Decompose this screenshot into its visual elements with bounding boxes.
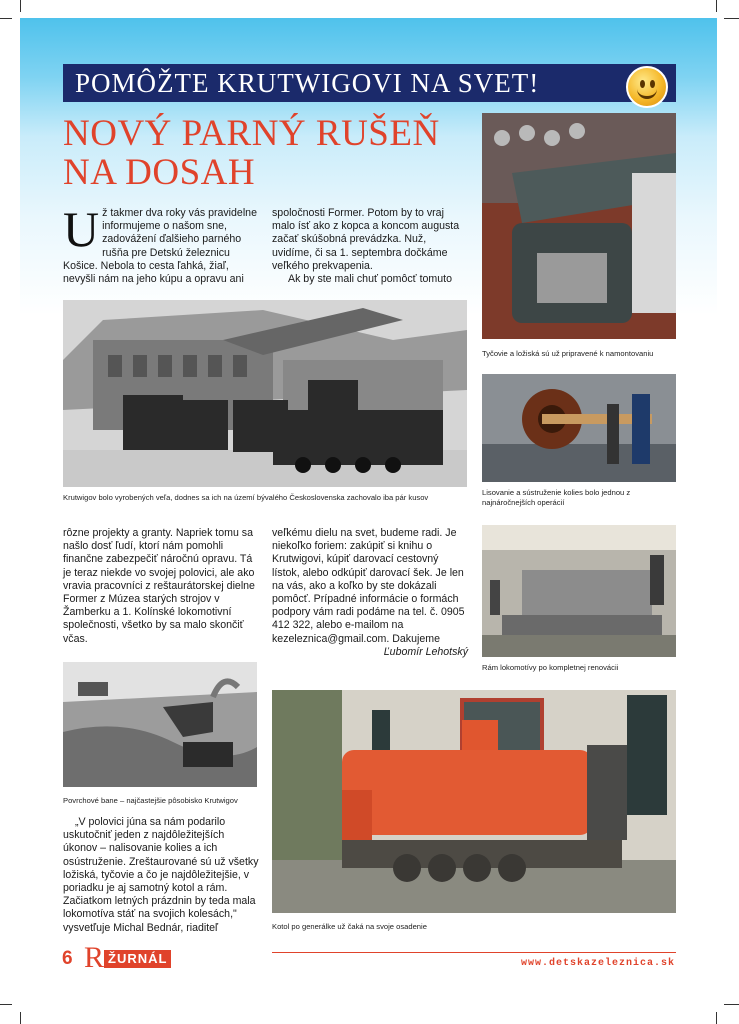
footer-rule [272,952,676,953]
caption-wheels: Lisovanie a sústruženie kolies bolo jednou z najnáročnejších operácií [482,488,631,507]
crop-mark [716,1012,717,1024]
paragraph: spoločnosti Former. Potom by to vraj malo ísť ako z kopca a koncom augusta začať skúšobná prevádzka. Nuž, uvidíme, či sa 1. septembra dočkáme veľkého prekvapenia. [272,207,460,272]
quote-paragraph: „V polovici júna sa nám podarilo uskutočniť jeden z najdôležitejších úkonov – nalisovanie kolies a ich osústruženie. Zreštaurované sú už všetky ložiská, tyčovie a čo je najdôležitejšie, v poriadku je aj samotný kotol a rám. Začiatkom letných prázdnin by teda mala lokomotíva stáť na svojich kolesách," vysvetľuje Michal Bednár, riaditeľ [63,816,259,934]
headline-line-1: NOVÝ PARNÝ RUŠEŇ [63,113,440,154]
boiler-photo [272,690,676,913]
signature: Ľubomír Lehotský [383,645,468,658]
surface-mine-photo [63,662,257,787]
headline-line-2: NA DOSAH [63,152,256,193]
article-column-1-mid [63,527,260,646]
caption-boiler: Kotol po generálke už čaká na svoje osadenie [272,922,427,931]
paragraph: veľkému dielu na svet, budeme radi. Je niekoľko foriem: zakúpiť si knihu o Krutwigovi, kúpiť darovací cestovný lístok, alebo odkúpiť darovací šek. Je len na vás, ako a koľko by ste dokázali pomôcť. Prípadné informácie o formách podpory vám radi podáme na tel. č. 0905 412 322, alebo e-mailom na kezeleznica@gmail.com. Dakujeme [272,527,465,645]
paragraph: Ak by ste mali chuť pomôcť tomuto [288,273,452,286]
crop-mark [0,1004,12,1005]
paragraph: rôzne projekty a granty. Napriek tomu sa našlo dosť ľudí, ktorí nám pomohli finančne zabezpečiť náročnú opravu. Tá je teraz niekde vo svojej polovici, ale ako vravia pracovníci z reštaurátorskej dielne Former z Múzea starých strojov v Žamberku a 1. Kolínské lokomotivní společnosti, všetko by sa malo skončiť včas. [63,527,255,645]
frame-renovation-photo [482,525,676,657]
crop-mark [716,0,717,12]
article-column-1-bottom [63,816,260,935]
caption-rods: Tyčovie a ložiská sú už pripravené k namontovaniu [482,349,654,358]
crop-mark [20,1012,21,1024]
crop-mark [724,18,739,19]
crop-mark [724,1004,739,1005]
wheel-press-photo [482,374,676,482]
logo-letter: R [84,941,105,974]
historic-locomotives-photo [63,300,467,487]
article-column-1-top [63,201,260,286]
article-headline [63,114,463,192]
crop-mark [0,18,12,19]
crop-mark [20,0,21,12]
paragraph: ž takmer dva roky vás pravidelne informujeme o našom sne, zadovážení ďalšieho parného rušňa pre Detskú železnicu Košice. Nebola to cesta ľahká, žiaľ, nevyšli nám na jeho kúpu a opravu ani [63,207,257,286]
page-number: 6 [62,948,73,969]
smiley-icon [626,66,668,108]
article-column-2-mid [272,527,468,659]
article-column-2-top [272,207,468,286]
drop-cap: U [63,201,100,257]
caption-historic: Krutwigov bolo vyrobených veľa, dodnes sa ich na území bývalého Československa zachovalo iba pár kusov [63,493,429,502]
website-link[interactable]: www.detskazeleznica.sk [520,958,675,969]
caption-mine: Povrchové bane – najčastejšie pôsobisko Krutwigov [63,796,238,805]
rods-bearings-photo [482,113,676,339]
section-banner: POMÔŽTE KRUTWIGOVI NA SVET! [63,64,676,102]
rzurnal-logo [84,941,171,974]
logo-wordmark: ŽURNÁL [104,950,171,968]
caption-frame: Rám lokomotívy po kompletnej renovácii [482,663,619,672]
